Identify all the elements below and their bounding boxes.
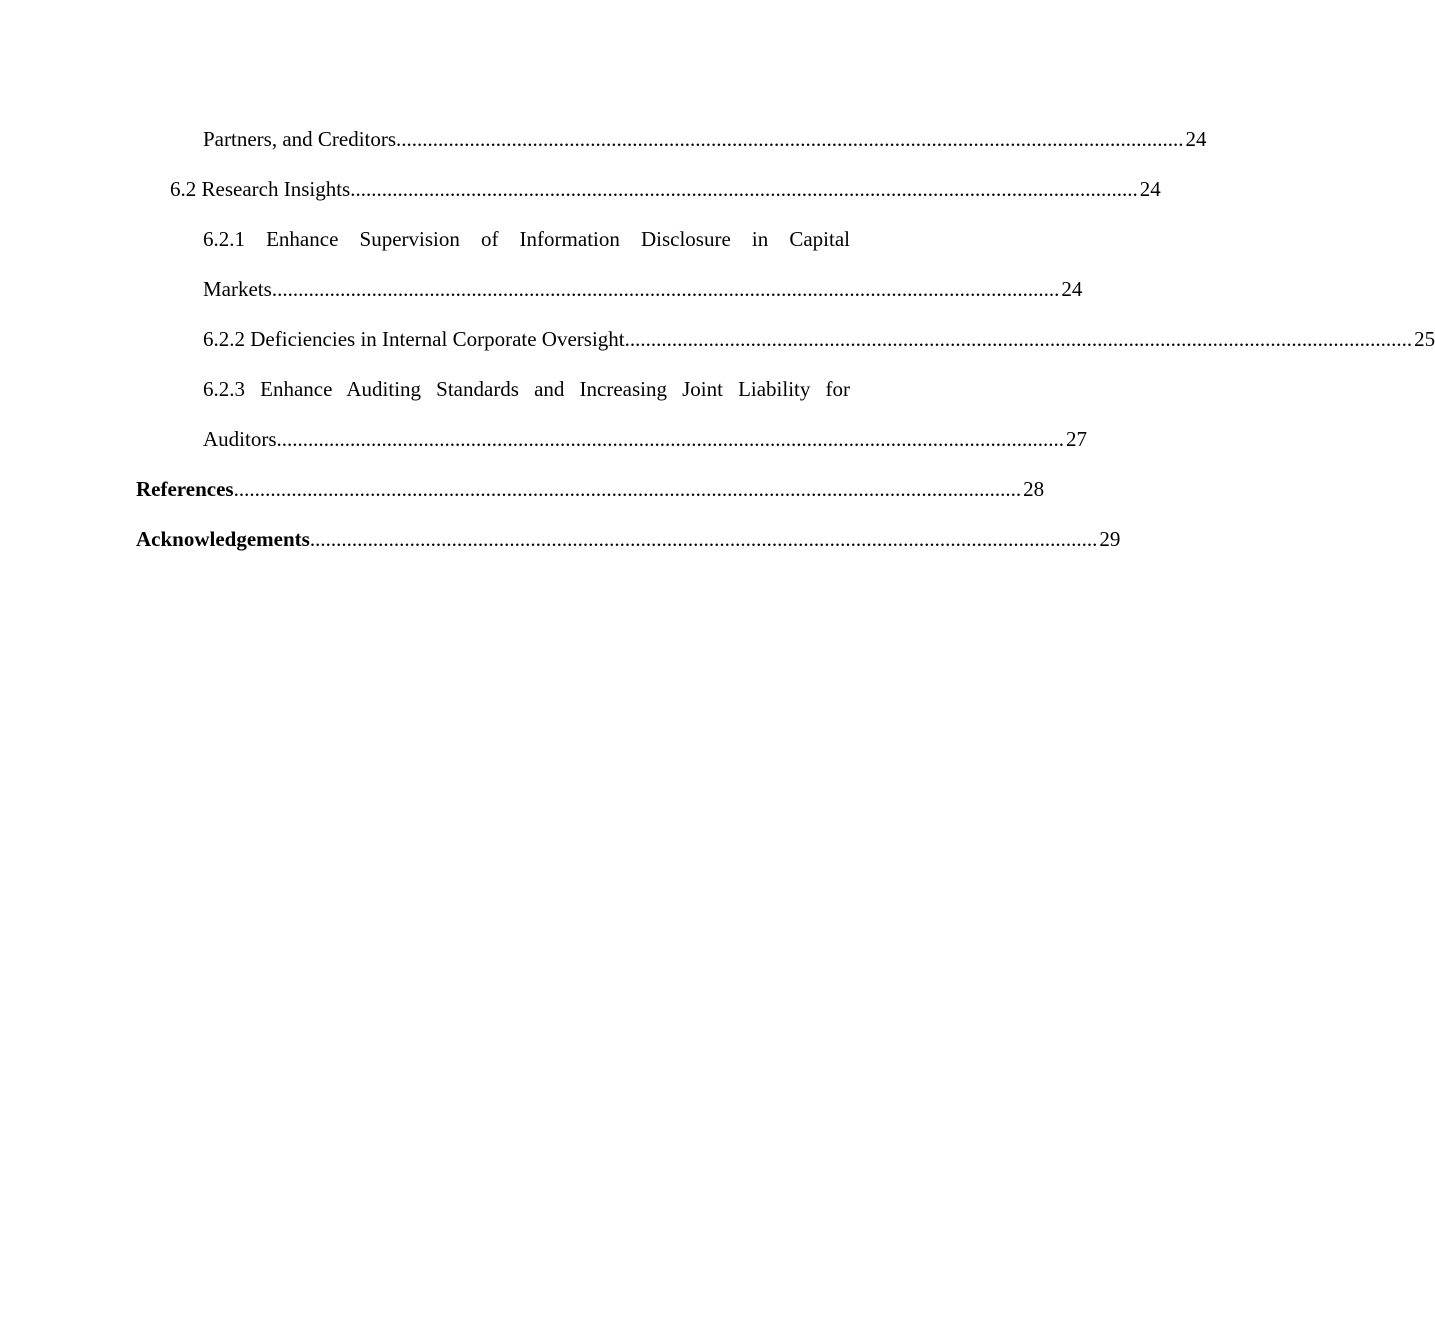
toc-entry-page: 28 <box>1023 477 1045 501</box>
dot-leader: ...................................................................................................................................................... <box>276 427 1064 451</box>
toc-entry-label-line1: 6.2.3 Enhance Auditing Standards and Increasing Joint Liability for <box>203 377 850 401</box>
toc-entry-page: 24 <box>1185 127 1207 151</box>
toc-entry-information-disclosure[interactable] <box>136 214 1083 314</box>
toc-entry-page: 27 <box>1066 427 1087 451</box>
toc-entry-page: 25 <box>1414 327 1435 351</box>
toc-entry-label: Partners, and Creditors <box>203 127 397 151</box>
toc-entry-label: 6.2.2 Deficiencies in Internal Corporate Oversight <box>203 327 625 351</box>
dot-leader: ...................................................................................................................................................... <box>233 477 1022 501</box>
dot-leader: ...................................................................................................................................................... <box>350 177 1138 201</box>
toc-entry-internal-oversight[interactable] <box>136 314 1435 364</box>
toc-entry-label-line1: 6.2.1 Enhance Supervision of Information Disclosure in Capital <box>203 227 850 251</box>
dot-leader: ...................................................................................................................................................... <box>396 127 1184 151</box>
toc-entry-page: 24 <box>1139 177 1161 201</box>
toc-entry-label: Acknowledgements <box>136 527 310 551</box>
toc-entry-page: 29 <box>1099 527 1121 551</box>
toc-entry-label: Auditors <box>203 427 277 451</box>
dot-leader: ...................................................................................................................................................... <box>309 527 1098 551</box>
toc-entry-label: 6.2 Research Insights <box>170 177 351 201</box>
toc-entry-auditing-standards[interactable] <box>136 364 1087 464</box>
toc-entry-acknowledgements[interactable] <box>136 514 1121 564</box>
toc-entry-line2 <box>203 414 1087 464</box>
toc-entry-line2 <box>203 264 1083 314</box>
toc-entry-label: Markets <box>203 277 272 301</box>
toc-entry-research-insights[interactable] <box>136 164 1161 214</box>
dot-leader: ...................................................................................................................................................... <box>271 277 1060 301</box>
toc-entry-page: 24 <box>1061 277 1083 301</box>
toc-entry-partners-creditors[interactable] <box>136 114 1207 164</box>
toc-entry-references[interactable] <box>136 464 1045 514</box>
dot-leader: ...................................................................................................................................................... <box>624 327 1413 351</box>
toc-entry-label: References <box>136 477 234 501</box>
table-of-contents <box>136 114 1435 564</box>
